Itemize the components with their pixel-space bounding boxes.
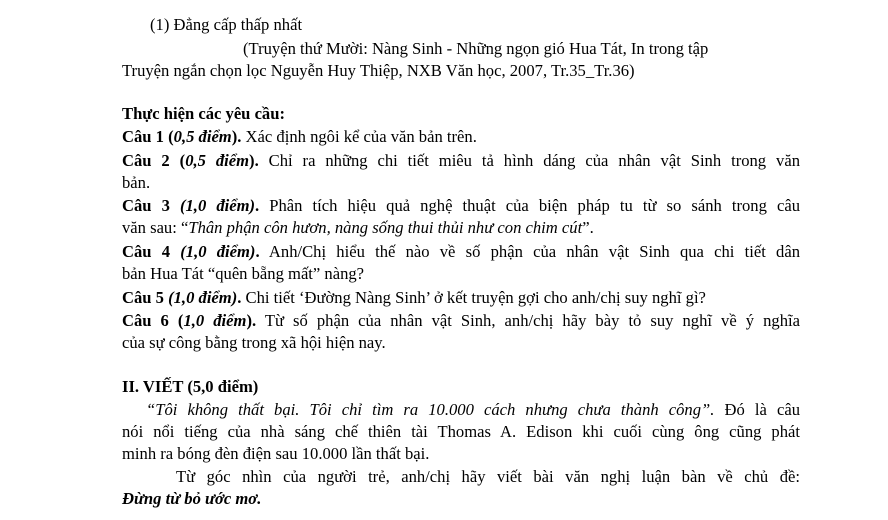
q5-close: .: [237, 288, 242, 307]
q3-score: (1,0 điểm): [179, 196, 256, 215]
q2-close: ).: [249, 151, 259, 170]
question-3: [122, 195, 800, 217]
footnote: (1) Đẳng cấp thấp nhất: [150, 15, 303, 34]
q1-score: 0,5 điểm: [173, 127, 232, 146]
writing-prompt: Từ góc nhìn của người trẻ, anh/chị hãy viết bài văn nghị luận bàn về chủ đề:: [176, 467, 800, 486]
q2-score: 0,5 điểm: [185, 151, 250, 170]
writing-line-2: nói nổi tiếng của nhà sáng chế thiên tài Thomas A. Edison khi cuối cùng ông cũng phát: [122, 422, 800, 441]
question-5: [122, 287, 706, 309]
q4-label: Câu 4: [122, 242, 181, 261]
q6-text: Từ số phận của nhân vật Sinh, anh/chị hãy bày tỏ suy nghĩ về ý nghĩa: [256, 311, 800, 330]
source-line-1: (Truyện thứ Mười: Nàng Sinh - Những ngọn gió Hua Tát, In trong tập: [243, 39, 709, 58]
q6-score: 1,0 điểm: [183, 311, 247, 330]
writing-topic-text: Đừng từ bỏ ước mơ.: [122, 489, 262, 508]
writing-after-quote: Đó là câu: [714, 400, 800, 419]
writing-topic: [122, 488, 261, 510]
q1-label: Câu 1 (: [122, 127, 174, 146]
question-1: [122, 126, 477, 148]
q3-quote: Thân phận côn hươn, nàng sống thui thủi như con chim cút: [188, 218, 583, 237]
question-6: [122, 310, 800, 332]
q5-text: Chi tiết ‘Đường Nàng Sinh’ ở kết truyện gợi cho anh/chị suy nghĩ gì?: [241, 288, 706, 307]
q6-close: ).: [246, 311, 257, 330]
q4-score: (1,0 điểm): [180, 242, 256, 261]
writing-line-3: minh ra bóng đèn điện sau 10.000 lần thất bại.: [122, 444, 430, 463]
question-4: [122, 241, 800, 263]
q3-close: .: [255, 196, 260, 215]
q5-label: Câu 5: [122, 288, 169, 307]
q6-label: Câu 6 (: [122, 311, 184, 330]
requirements-heading-text: Thực hiện các yêu cầu:: [122, 104, 285, 123]
question-3-cont: [122, 217, 594, 239]
q4-close: .: [255, 242, 260, 261]
q1-text: Xác định ngôi kể của văn bản trên.: [241, 127, 477, 146]
source-line-2: Truyện ngắn chọn lọc Nguyễn Huy Thiệp, NXB Văn học, 2007, Tr.35_Tr.36): [122, 61, 635, 80]
q3-cont-b: ”.: [582, 218, 594, 237]
q3-text: Phân tích hiệu quả nghệ thuật của biện pháp tu từ so sánh trong câu: [259, 196, 800, 215]
writing-quote-line: [146, 399, 800, 421]
q2-label: Câu 2 (: [122, 151, 186, 170]
requirements-heading: [122, 103, 285, 125]
question-6-cont: của sự công bằng trong xã hội hiện nay.: [122, 333, 386, 352]
question-2: [122, 150, 800, 172]
q5-score: (1,0 điểm): [168, 288, 238, 307]
question-4-cont: bản Hua Tát “quên bẵng mất” nàng?: [122, 264, 365, 283]
q4-text: Anh/Chị hiểu thế nào về số phận của nhân vật Sinh qua chi tiết dân: [259, 242, 800, 261]
writing-heading-text: II. VIẾT (5,0 điểm): [122, 377, 259, 396]
q2-text: Chỉ ra những chi tiết miêu tả hình dáng của nhân vật Sinh trong văn: [258, 151, 800, 170]
q3-cont-a: văn sau: “: [122, 218, 189, 237]
writing-heading: [122, 376, 258, 398]
question-2-cont: bản.: [122, 173, 151, 192]
edison-quote: “Tôi không thất bại. Tôi chỉ tìm ra 10.000 cách nhưng chưa thành công”.: [146, 400, 715, 419]
q3-label: Câu 3: [122, 196, 180, 215]
q1-close: ).: [231, 127, 242, 146]
